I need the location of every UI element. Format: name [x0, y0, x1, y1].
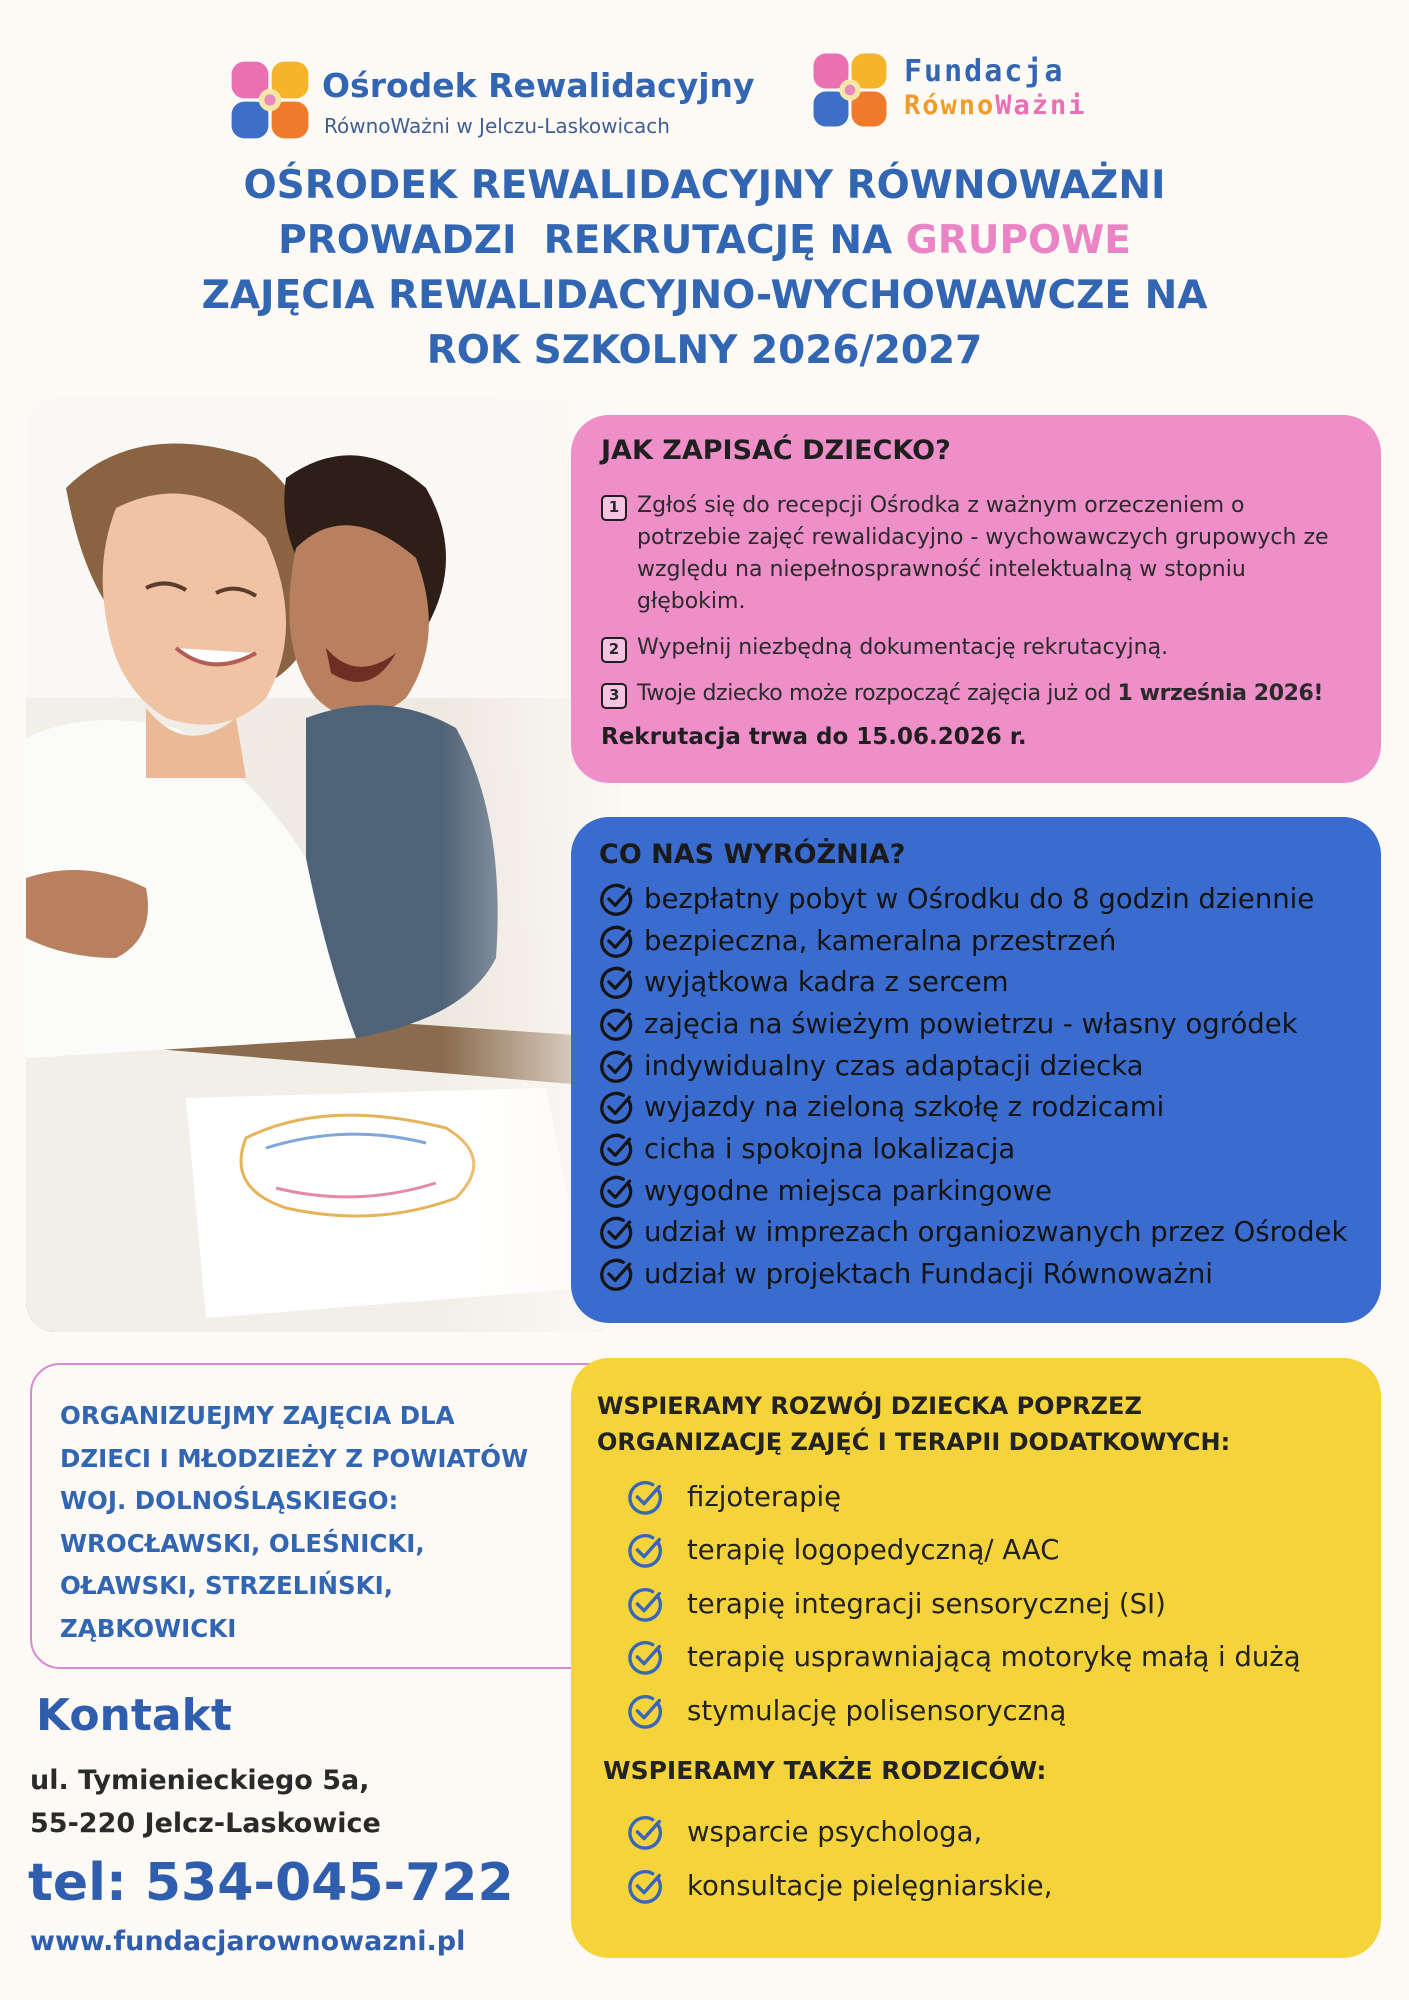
center-logo-subtitle: RównoWażni w Jelczu-Laskowicach	[324, 114, 670, 138]
support-card	[571, 1358, 1381, 1958]
parent-support-item	[627, 1859, 1355, 1913]
foundation-logo	[812, 52, 1172, 134]
enroll-step	[601, 678, 1351, 710]
districts-box	[30, 1363, 620, 1669]
enroll-steps	[601, 490, 1351, 710]
feature-item-text: udział w projektach Fundacji Równoważni	[644, 1258, 1213, 1291]
parents-heading: WSPIERAMY TAKŻE RODZICÓW:	[603, 1755, 1047, 1785]
check-circle-icon	[627, 1478, 665, 1516]
check-circle-icon	[599, 1214, 635, 1250]
districts-line: OŁAWSKI, STRZELIŃSKI,	[60, 1571, 394, 1600]
check-circle-icon	[599, 881, 635, 917]
step-text: Twoje dziecko może rozpocząć zajęcia już od	[637, 681, 1118, 706]
feature-item-text: bezpłatny pobyt w Ośrodku do 8 godzin dziennie	[644, 882, 1315, 915]
mother-and-child-illustration	[26, 398, 620, 1332]
therapy-item	[627, 1524, 1355, 1578]
address-city: 55-220 Jelcz-Laskowice	[30, 1808, 381, 1839]
therapy-item-text: terapię logopedyczną/ AAC	[687, 1534, 1060, 1567]
feature-item-text: indywidualny czas adaptacji dziecka	[644, 1049, 1144, 1082]
contact-heading: Kontakt	[36, 1690, 232, 1741]
districts-text	[60, 1395, 590, 1650]
check-circle-icon	[627, 1638, 665, 1676]
feature-item	[599, 878, 1353, 920]
check-circle-icon	[599, 1048, 635, 1084]
parent-support-item	[627, 1806, 1355, 1860]
districts-line: WROCŁAWSKI, OLEŚNICKI,	[60, 1528, 425, 1558]
feature-item-text: udział w imprezach organiozwanych przez Ośrodek	[644, 1216, 1348, 1249]
check-circle-icon	[599, 1173, 635, 1209]
support-heading-line2: ORGANIZACJĘ ZAJĘĆ I TERAPII DODATKOWYCH:	[597, 1428, 1231, 1456]
therapy-item	[627, 1631, 1355, 1685]
feature-item	[599, 1086, 1353, 1128]
parents-list	[597, 1806, 1355, 1913]
support-heading	[597, 1388, 1355, 1460]
step-number-badge: 1	[601, 495, 627, 521]
flower-logo-icon	[230, 60, 310, 140]
therapy-item	[627, 1684, 1355, 1738]
flower-logo-icon	[812, 52, 888, 128]
center-logo-title: Ośrodek Rewalidacyjny	[322, 66, 755, 105]
feature-item	[599, 920, 1353, 962]
parent-support-item-text: konsultacje pielęgniarskie,	[687, 1869, 1053, 1902]
feature-item-text: wyjazdy na zieloną szkołę z rodzicami	[644, 1091, 1165, 1124]
center-logo	[230, 60, 770, 150]
phone-number[interactable]: tel: 534-045-722	[28, 1853, 514, 1913]
check-circle-icon	[627, 1692, 665, 1730]
feature-item-text: wygodne miejsca parkingowe	[644, 1174, 1052, 1207]
check-circle-icon	[599, 923, 635, 959]
support-list	[597, 1470, 1355, 1738]
page-title	[0, 158, 1409, 378]
feature-item-text: wyjątkowa kadra z sercem	[644, 966, 1009, 999]
enroll-deadline: Rekrutacja trwa do 15.06.2026 r.	[601, 724, 1027, 750]
enroll-step	[601, 490, 1351, 618]
features-title: CO NAS WYRÓŻNIA?	[599, 839, 906, 870]
foundation-logo-part-a: Równo	[904, 90, 996, 121]
features-list	[599, 878, 1353, 1295]
title-line-1: OŚRODEK REWALIDACYJNY RÓWNOWAŻNI	[243, 163, 1166, 208]
foundation-logo-part-b: Ważni	[995, 90, 1087, 121]
feature-item	[599, 1170, 1353, 1212]
step-number-badge: 2	[601, 637, 627, 663]
check-circle-icon	[599, 1089, 635, 1125]
enroll-step	[601, 632, 1351, 664]
title-line-2-text: PROWADZI REKRUTACJĘ NA	[278, 218, 906, 263]
title-line-3: ZAJĘCIA REWALIDACYJNO-WYCHOWAWCZE NA	[201, 273, 1208, 318]
parent-support-item-text: wsparcie psychologa,	[687, 1816, 983, 1849]
districts-line: WOJ. DOLNOŚLĄSKIEGO:	[60, 1486, 399, 1515]
step-text: Zgłoś się do recepcji Ośrodka z ważnym orzeczeniem o potrzebie zajęć rewalidacyjno - wychowawczych grupowych ze względu na niepełnosprawność intelektualną w stopniu głębokim.	[637, 493, 1329, 614]
step-number-badge: 3	[601, 683, 627, 709]
check-circle-icon	[599, 1006, 635, 1042]
therapy-item-text: terapię integracji sensorycznej (SI)	[687, 1587, 1166, 1620]
feature-item	[599, 1045, 1353, 1087]
check-circle-icon	[599, 1256, 635, 1292]
support-heading-line1: WSPIERAMY ROZWÓJ DZIECKA POPRZEZ	[597, 1392, 1142, 1420]
start-date: 1 września 2026!	[1117, 681, 1324, 706]
check-circle-icon	[627, 1531, 665, 1569]
feature-item-text: cicha i spokojna lokalizacja	[644, 1132, 1016, 1165]
website-link[interactable]: www.fundacjarownowazni.pl	[30, 1926, 466, 1957]
therapy-item	[627, 1577, 1355, 1631]
address-street: ul. Tymienieckiego 5a,	[30, 1765, 370, 1796]
check-circle-icon	[627, 1585, 665, 1623]
therapy-item-text: fizjoterapię	[687, 1480, 842, 1513]
therapy-item-text: terapię usprawniającą motorykę małą i dużą	[687, 1641, 1301, 1674]
therapy-item-text: stymulację polisensoryczną	[687, 1694, 1067, 1727]
feature-item	[599, 1003, 1353, 1045]
feature-item-text: zajęcia na świeżym powietrzu - własny ogródek	[644, 1007, 1298, 1040]
step-text: Wypełnij niezbędną dokumentację rekrutacyjną.	[637, 635, 1169, 660]
feature-item	[599, 1128, 1353, 1170]
features-card	[571, 817, 1381, 1323]
districts-line: ORGANIZUEJMY ZAJĘCIA DLA	[60, 1401, 455, 1430]
enroll-title: JAK ZAPISAĆ DZIECKO?	[601, 435, 951, 466]
districts-line: DZIECI I MŁODZIEŻY Z POWIATÓW	[60, 1443, 529, 1473]
check-circle-icon	[599, 964, 635, 1000]
check-circle-icon	[627, 1867, 665, 1905]
feature-item-text: bezpieczna, kameralna przestrzeń	[644, 924, 1117, 957]
enroll-card	[571, 415, 1381, 783]
feature-item	[599, 961, 1353, 1003]
title-highlight: GRUPOWE	[905, 218, 1131, 263]
foundation-logo-line2	[904, 90, 1087, 121]
address	[30, 1759, 381, 1845]
districts-line: ZĄBKOWICKI	[60, 1613, 237, 1643]
check-circle-icon	[599, 1131, 635, 1167]
therapy-item	[627, 1470, 1355, 1524]
title-line-2	[0, 213, 1409, 268]
check-circle-icon	[627, 1813, 665, 1851]
title-line-4: ROK SZKOLNY 2026/2027	[426, 328, 983, 373]
hero-photo	[26, 398, 620, 1332]
feature-item	[599, 1212, 1353, 1254]
foundation-logo-line1: Fundacja	[904, 54, 1065, 89]
feature-item	[599, 1253, 1353, 1295]
